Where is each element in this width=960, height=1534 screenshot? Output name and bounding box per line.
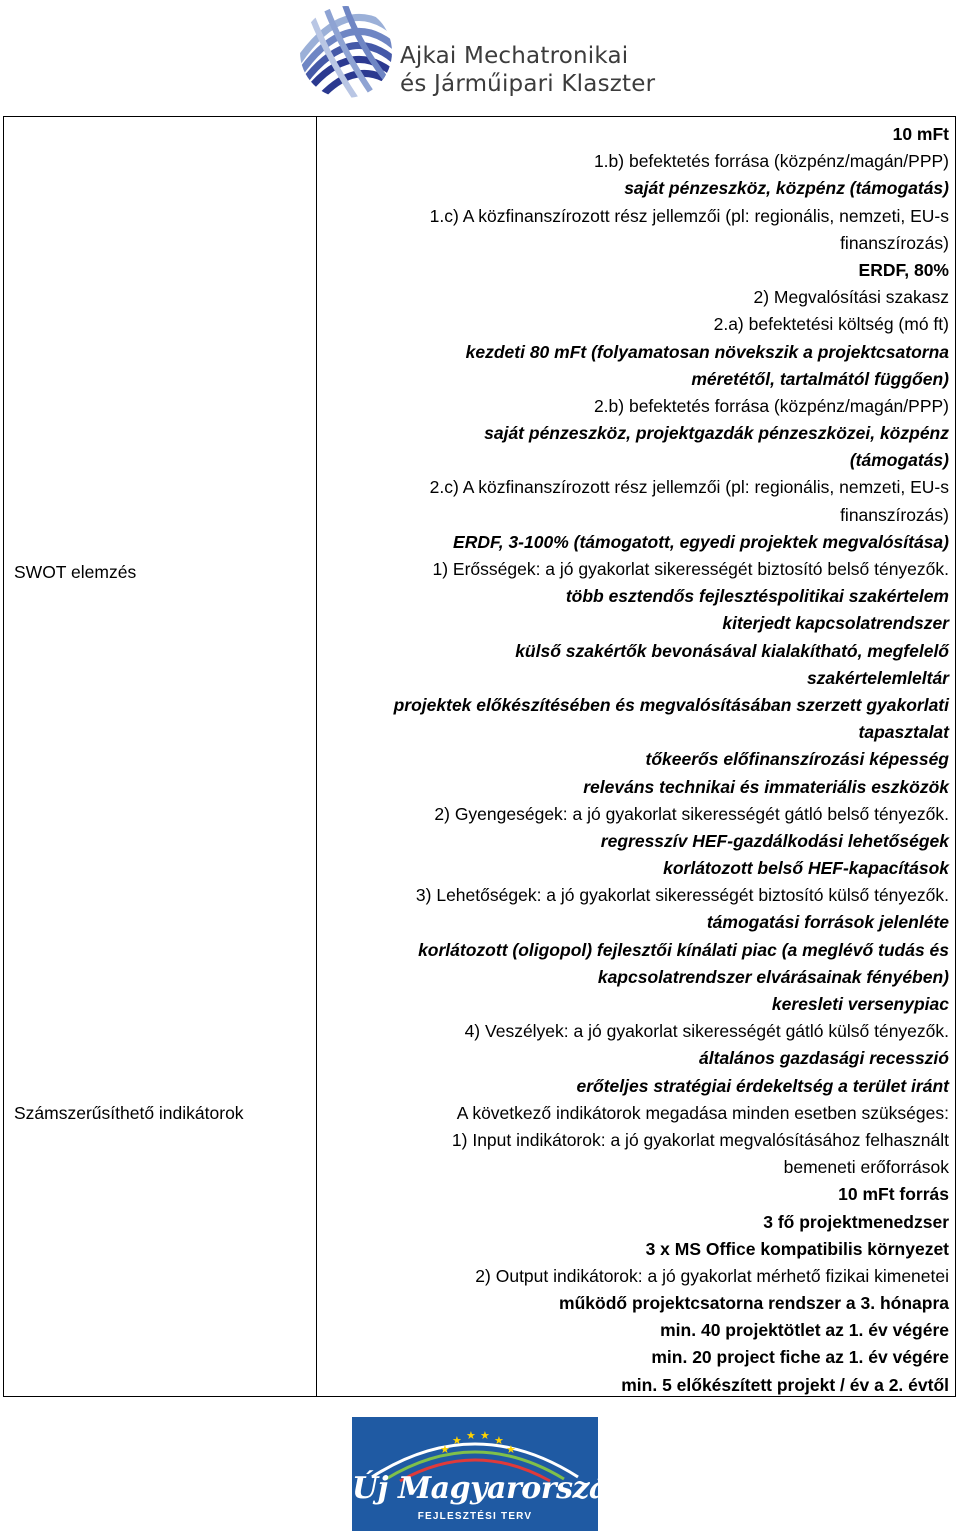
content-line: 2) Output indikátorok: a jó gyakorlat mérhető fizikai kimenetei: [475, 1265, 949, 1286]
content-line: saját pénzeszköz, közpénz (támogatás): [624, 178, 949, 199]
content-line: ERDF, 3-100% (támogatott, egyedi projektek megvalósítása): [453, 531, 949, 552]
svg-text:★: ★: [452, 1434, 462, 1447]
content-line: projektek előkészítésében és megvalósításában szerzett gyakorlati: [393, 694, 949, 715]
content-column: [318, 121, 949, 1399]
content-line: 3 fő projektmenedzser: [763, 1211, 949, 1232]
content-line: 4) Veszélyek: a jó gyakorlat sikerességét gátló külső tényezők.: [464, 1021, 949, 1042]
content-line: bemeneti erőforrások: [783, 1157, 949, 1178]
content-line: 2) Gyengeségek: a jó gyakorlat sikerességét gátló belső tényezők.: [434, 803, 949, 824]
content-line: 2.c) A közfinanszírozott rész jellemzői (pl: regionális, nemzeti, EU-s: [429, 477, 949, 498]
content-line: támogatási források jelenléte: [706, 912, 949, 933]
content-line: releváns technikai és immateriális eszközök: [583, 776, 949, 797]
logo-line-1: Ajkai Mechatronikai: [400, 43, 629, 69]
content-line: tőkeerős előfinanszírozási képesség: [645, 749, 949, 770]
label-column: [4, 117, 316, 1396]
logo-wordmark: [400, 42, 655, 98]
content-line: korlátozott belső HEF-kapacítások: [663, 858, 949, 879]
content-line: regresszív HEF-gazdálkodási lehetőségek: [600, 830, 949, 851]
content-line: finanszírozás): [840, 504, 949, 525]
content-line: 2.a) befektetési költség (mó ft): [713, 314, 949, 335]
label-swot: SWOT elemzés: [14, 562, 137, 582]
content-line: általános gazdasági recesszió: [699, 1048, 949, 1069]
content-line: korlátozott (oligopol) fejlesztői kínálati piac (a meglévő tudás és: [418, 939, 949, 960]
content-line: méretétől, tartalmától függően): [691, 368, 949, 389]
content-line: finanszírozás): [840, 232, 949, 253]
content-line: 3 x MS Office kompatibilis környezet: [645, 1238, 949, 1259]
content-line: ERDF, 80%: [858, 259, 949, 280]
svg-text:★: ★: [506, 1443, 516, 1456]
globe-logo-icon: [294, 2, 398, 102]
content-line: (támogatás): [849, 450, 949, 471]
content-line: működő projektcsatorna rendszer a 3. hónapra: [559, 1293, 949, 1314]
content-line: kiterjedt kapcsolatrendszer: [722, 613, 949, 634]
content-line: több esztendős fejlesztéspolitikai szakértelem: [565, 586, 949, 607]
label-indicators: Számszerűsíthető indikátorok: [14, 1103, 244, 1123]
svg-text:★: ★: [494, 1434, 504, 1447]
svg-text:★: ★: [440, 1443, 450, 1456]
content-line: A következő indikátorok megadása minden esetben szükséges:: [456, 1102, 949, 1123]
content-line: kezdeti 80 mFt (folyamatosan növekszik a projektcsatorna: [465, 341, 949, 362]
content-line: kapcsolatrendszer elvárásainak fényében): [597, 966, 949, 987]
content-line: min. 5 előkészített projekt / év a 2. évtől: [621, 1374, 949, 1395]
content-line: szakértelemleltár: [806, 667, 949, 688]
content-line: tapasztalat: [858, 722, 949, 743]
cluster-logo: [294, 2, 674, 102]
content-line: 2) Megvalósítási szakasz: [753, 287, 949, 308]
column-divider: [316, 117, 317, 1396]
content-line: min. 40 projektötlet az 1. év végére: [660, 1320, 949, 1341]
content-line: 1) Erősségek: a jó gyakorlat sikerességét biztosító belső tényezők.: [432, 559, 949, 579]
document-table: [3, 116, 956, 1397]
content-line: 1.c) A közfinanszírozott rész jellemzői (pl: regionális, nemzeti, EU-s: [429, 205, 949, 226]
content-line: 10 mFt forrás: [838, 1184, 949, 1205]
content-line: 2.b) befektetés forrása (közpénz/magán/PPP): [593, 395, 949, 416]
content-line: keresleti versenypiac: [771, 994, 949, 1014]
content-line: 10 mFt: [892, 124, 949, 144]
footer-subtitle: FEJLESZTÉSI TERV: [417, 1511, 533, 1522]
content-line: külső szakértők bevonásával kialakítható, megfelelő: [515, 640, 949, 661]
content-line: 1.b) befektetés forrása (közpénz/magán/PPP): [593, 151, 949, 172]
content-line: erőteljes stratégiai érdekeltség a terület iránt: [576, 1075, 949, 1096]
content-line: saját pénzeszköz, projektgazdák pénzeszközei, közpénz: [484, 423, 949, 444]
footer-title: Új Magyarország: [352, 1471, 629, 1506]
uj-magyarorszag-logo: [352, 1417, 629, 1531]
content-line: min. 20 project fiche az 1. év végére: [651, 1347, 949, 1368]
content-line: 1) Input indikátorok: a jó gyakorlat megvalósításához felhasznált: [451, 1129, 949, 1150]
content-line: 3) Lehetőségek: a jó gyakorlat sikerességét biztosító külső tényezők.: [415, 885, 949, 906]
svg-text:★: ★: [480, 1429, 490, 1442]
svg-text:★: ★: [466, 1429, 476, 1442]
logo-line-2: és Járműipari Klaszter: [400, 71, 656, 97]
